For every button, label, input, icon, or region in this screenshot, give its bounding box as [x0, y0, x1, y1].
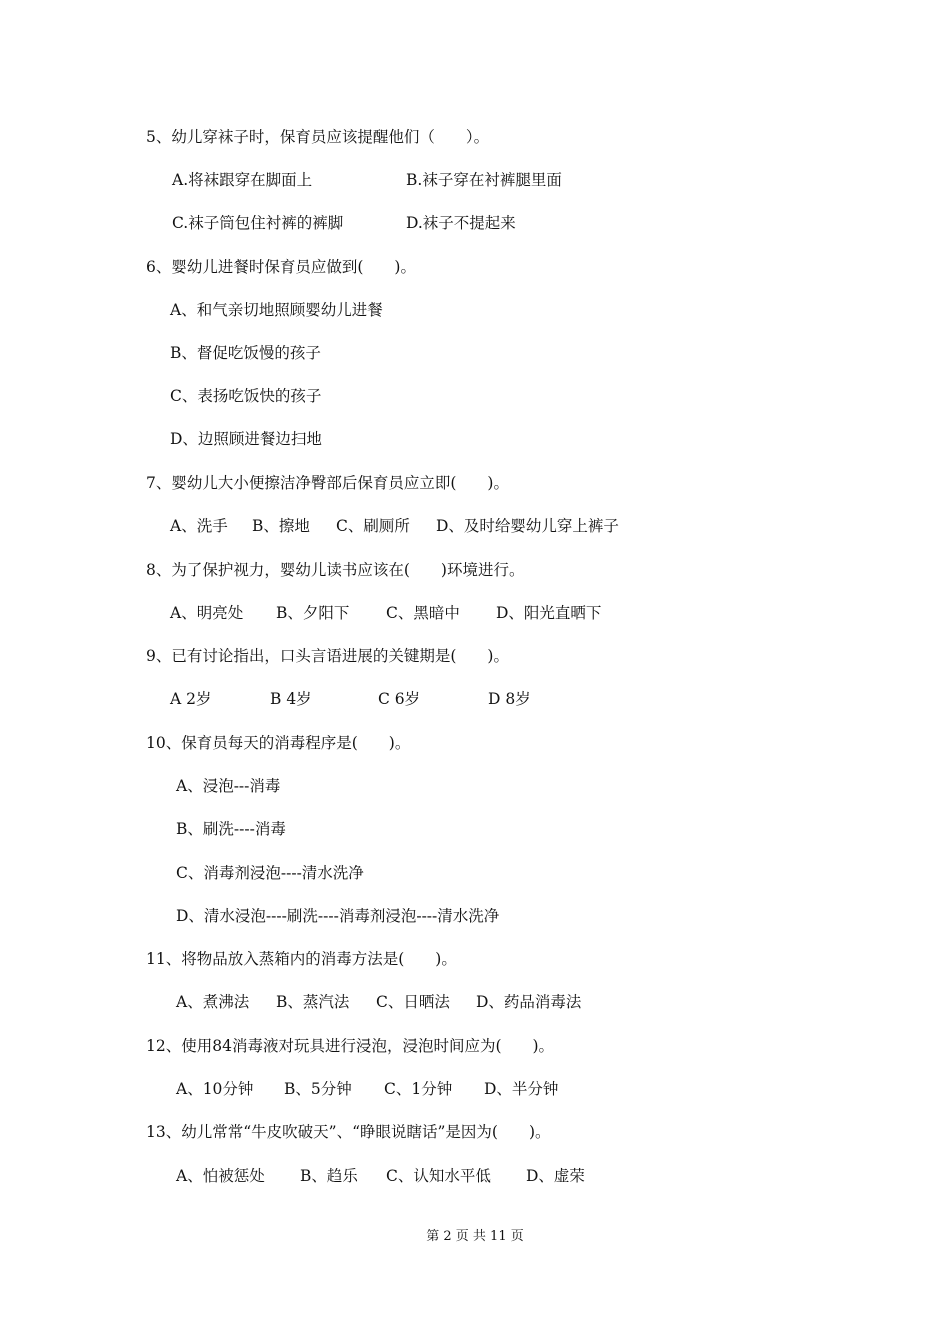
option-c: C、1分钟: [384, 1080, 453, 1098]
option-b: B.袜子穿在衬裤腿里面: [406, 171, 562, 189]
option-b: B、5分钟: [284, 1080, 352, 1098]
option-b: B、刷洗----消毒: [176, 820, 286, 838]
option-c: C、黑暗中: [386, 604, 460, 622]
question-7: 7、婴幼儿大小便擦洁净臀部后保育员应立即( )。: [146, 474, 509, 492]
option-b: B 4岁: [270, 690, 312, 708]
option-c: C、消毒剂浸泡----清水洗净: [176, 864, 364, 882]
option-b: B、趋乐: [300, 1167, 358, 1185]
question-13: 13、幼儿常常“牛皮吹破天”、“睁眼说瞎话”是因为( )。: [146, 1123, 551, 1141]
question-9: 9、已有讨论指出，口头言语进展的关键期是( )。: [146, 647, 509, 665]
option-d: D、阳光直晒下: [496, 604, 602, 622]
options-row: [176, 1166, 585, 1186]
option-c: C、认知水平低: [386, 1167, 491, 1185]
option-a: A、浸泡---消毒: [176, 777, 281, 795]
page-footer: 第 2 页 共 11 页: [426, 1229, 524, 1244]
option-a: A、煮沸法: [176, 993, 250, 1011]
option-c: C 6岁: [378, 690, 421, 708]
option-c: C、日晒法: [376, 993, 450, 1011]
option-d: D、药品消毒法: [476, 993, 582, 1011]
options-row: [172, 213, 516, 233]
option-a: A、怕被惩处: [176, 1167, 265, 1185]
option-d: D、清水浸泡----刷洗----消毒剂浸泡----清水洗净: [176, 907, 500, 925]
option-a: A 2岁: [170, 690, 212, 708]
option-a: A、明亮处: [170, 604, 244, 622]
options-row: [170, 689, 531, 709]
options-row: [170, 516, 619, 536]
option-d: D、虚荣: [526, 1167, 585, 1185]
option-d: D、半分钟: [484, 1080, 559, 1098]
option-a: A.将袜跟穿在脚面上: [172, 171, 313, 189]
option-b: B、夕阳下: [276, 604, 350, 622]
option-c: C、刷厕所: [336, 517, 410, 535]
options-row: [176, 1079, 558, 1099]
option-b: B、督促吃饭慢的孩子: [170, 344, 321, 362]
option-d: D.袜子不提起来: [406, 214, 516, 232]
question-5: 5、幼儿穿袜子时，保育员应该提醒他们（ ）。: [146, 128, 490, 146]
option-a: A、和气亲切地照顾婴幼儿进餐: [170, 301, 383, 319]
options-row: [170, 603, 601, 623]
option-d: D、边照顾进餐边扫地: [170, 430, 322, 448]
question-12: 12、使用84消毒液对玩具进行浸泡，浸泡时间应为( )。: [146, 1037, 555, 1055]
option-c: C、表扬吃饭快的孩子: [170, 387, 322, 405]
options-row: [176, 992, 581, 1012]
question-11: 11、将物品放入蒸箱内的消毒方法是( )。: [146, 950, 457, 968]
question-6: 6、婴幼儿进餐时保育员应做到( )。: [146, 258, 416, 276]
option-c: C.袜子筒包住衬裤的裤脚: [172, 214, 344, 232]
option-a: A、10分钟: [176, 1080, 254, 1098]
options-row: [172, 170, 562, 190]
option-b: B、擦地: [252, 517, 310, 535]
question-10: 10、保育员每天的消毒程序是( )。: [146, 734, 411, 752]
option-d: D、及时给婴幼儿穿上裤子: [436, 517, 619, 535]
option-b: B、蒸汽法: [276, 993, 350, 1011]
question-8: 8、为了保护视力，婴幼儿读书应该在( )环境进行。: [146, 561, 525, 579]
option-a: A、洗手: [170, 517, 228, 535]
option-d: D 8岁: [488, 690, 531, 708]
